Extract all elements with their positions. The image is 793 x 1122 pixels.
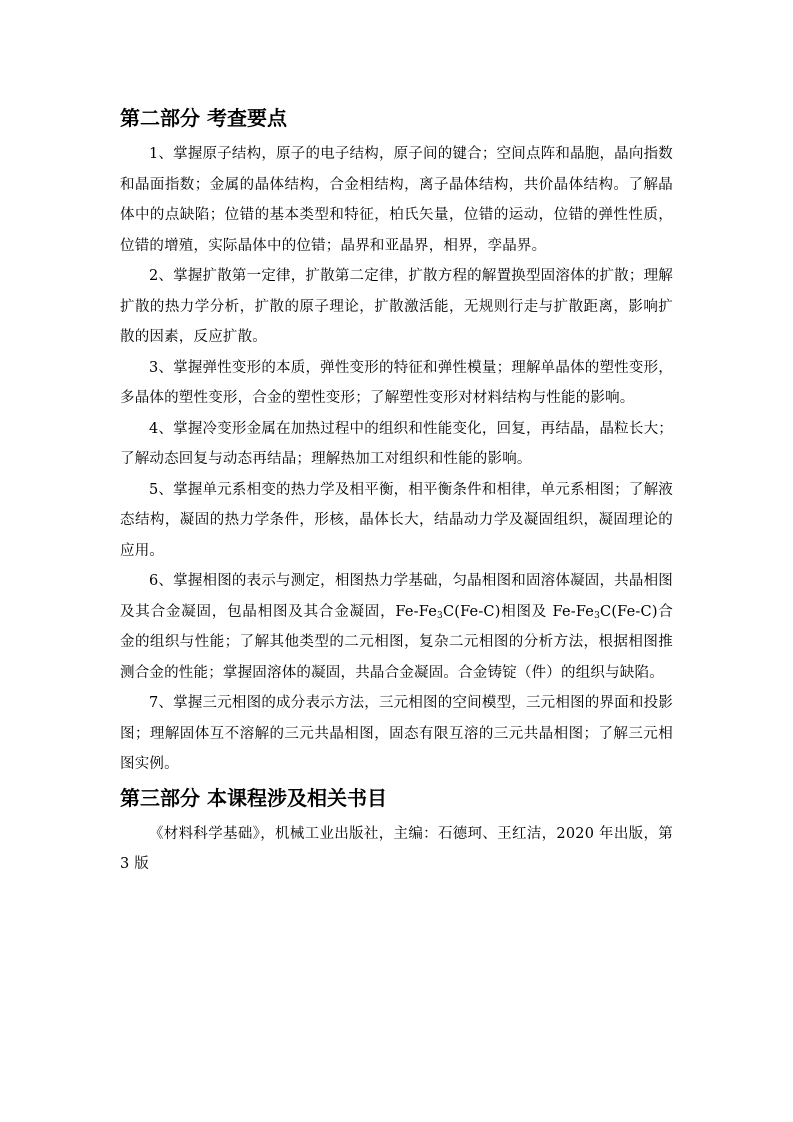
point-6-text-c: C(Fe-C)合金的组织与性能；了解其他类型的二元相图，复杂二元相图的分析方法，根据相图推测合金的性能；掌握固溶体的凝固，共晶合金凝固。合金铸锭（件）的组织与缺陷。 [120, 603, 673, 681]
point-6 [120, 566, 673, 688]
point-3: 3、掌握弹性变形的本质，弹性变形的特征和弹性模量；理解单晶体的塑性变形，多晶体的塑性变形，合金的塑性变形；了解塑性变形对材料结构与性能的影响。 [120, 359, 673, 406]
subscript-3: 3 [594, 610, 601, 621]
point-7: 7、掌握三元相图的成分表示方法，三元相图的空间模型，三元相图的界面和投影图；理解固体互不溶解的三元共晶相图，固态有限互溶的三元共晶相图；了解三元相图实例。 [120, 695, 673, 772]
reference-book: 《材料科学基础》，机械工业出版社，主编：石德珂、王红洁，2020 年出版，第 3 版 [120, 825, 673, 872]
point-5: 5、掌握单元系相变的热力学及相平衡，相平衡条件和相律，单元系相图；了解液态结构，凝固的热力学条件，形核，晶体长大，结晶动力学及凝固组织，凝固理论的应用。 [120, 481, 673, 559]
point-2: 2、掌握扩散第一定律，扩散第二定律，扩散方程的解置换型固溶体的扩散；理解扩散的热力学分析，扩散的原子理论，扩散激活能，无规则行走与扩散距离，影响扩散的因素，反应扩散。 [120, 268, 673, 345]
point-1: 1、掌握原子结构，原子的电子结构，原子间的键合；空间点阵和晶胞，晶向指数和晶面指数；金属的晶体结构，合金相结构，离子晶体结构，共价晶体结构。了解晶体中的点缺陷；位错的基本类型和特征，柏氏矢量，位错的运动，位错的弹性性质，位错的增殖，实际晶体中的位错；晶界和亚晶界，相界，孪晶界。 [120, 146, 673, 254]
document-page [120, 103, 673, 880]
section-3-heading: 第三部分 本课程涉及相关书目 [120, 785, 387, 810]
point-6-text-a: 6、掌握相图的表示与测定，相图热力学基础，匀晶相图和固溶体凝固，共晶相图及其合金凝固，包晶相图及其合金凝固，Fe-Fe [120, 573, 673, 620]
section-2-heading: 第二部分 考查要点 [120, 106, 287, 130]
point-6-text-b: C(Fe-C)相图及 Fe-Fe [442, 603, 595, 620]
point-4: 4、掌握冷变形金属在加热过程中的组织和性能变化，回复，再结晶，晶粒长大；了解动态回复与动态再结晶；理解热加工对组织和性能的影响。 [120, 420, 673, 467]
subscript-3: 3 [437, 610, 443, 621]
